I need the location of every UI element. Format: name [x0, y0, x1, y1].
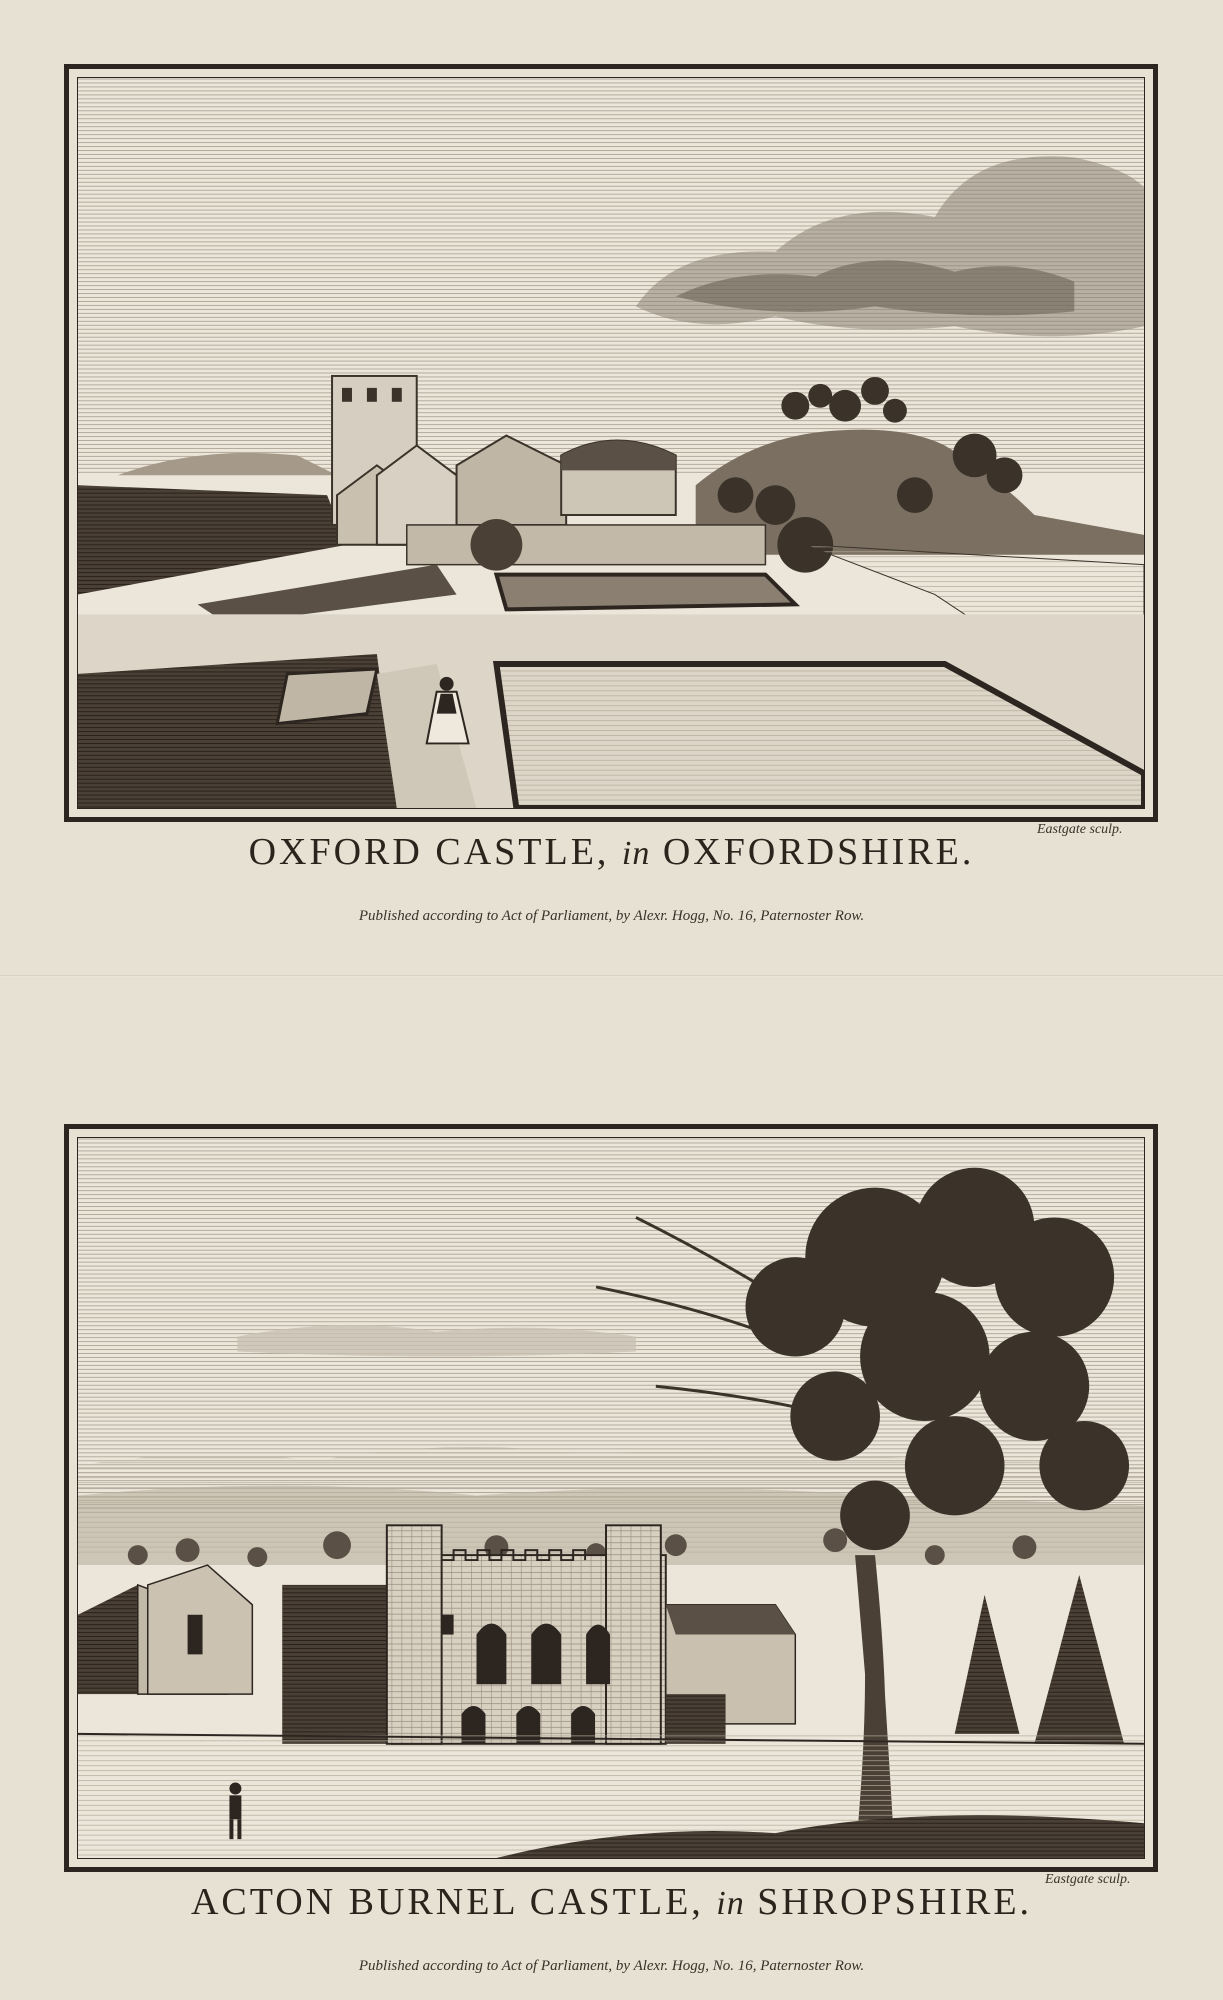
- title-county: SHROPSHIRE.: [757, 1881, 1033, 1923]
- paper-fold: [0, 975, 1223, 977]
- publisher-imprint: Published according to Act of Parliament, by Alexr. Hogg, No. 16, Paternoster Row.: [358, 908, 865, 924]
- acton-burnel-castle-image: [77, 1137, 1145, 1859]
- title-in: in: [621, 835, 651, 872]
- oxford-castle-image: [77, 77, 1145, 809]
- title-main: OXFORD CASTLE,: [248, 831, 610, 873]
- publisher-imprint: Published according to Act of Parliament, by Alexr. Hogg, No. 16, Paternoster Row.: [358, 1958, 865, 1974]
- title-in: in: [716, 1885, 745, 1922]
- engraver-credit: Eastgate sculp.: [1037, 822, 1123, 837]
- engraver-credit: Eastgate sculp.: [1045, 1872, 1131, 1887]
- title-county: OXFORDSHIRE.: [662, 831, 975, 873]
- title-main: ACTON BURNEL CASTLE,: [190, 1881, 704, 1923]
- plate-title-acton-burnel: [0, 1880, 1223, 1924]
- oxford-castle-engraving: [64, 64, 1158, 822]
- acton-burnel-castle-engraving: [64, 1124, 1158, 1872]
